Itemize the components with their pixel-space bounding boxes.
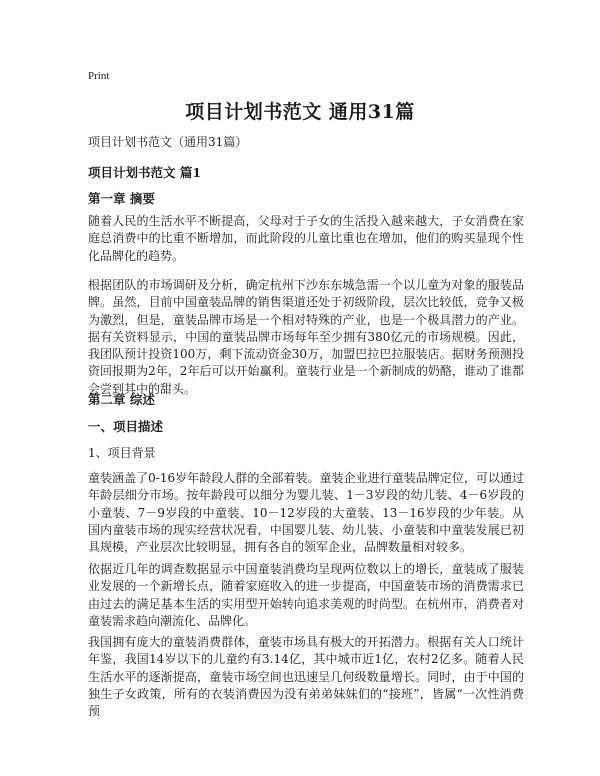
- project-background-heading: 1、项目背景: [88, 446, 156, 460]
- background-paragraph-1: 童装涵盖了0-16岁年龄段人群的全部着装。童装企业进行童装品牌定位，可以通过年龄层细分市场。按年龄段可以细分为婴儿装、1－3岁段的幼儿装、4－6岁段的小童装、7－9岁段的中童装、10－12岁段的大童装、13－16岁段的少年装。从国内童装市场的现实经营状况看，中国婴儿装、幼儿装、小童装和中童装发展已初具规模，产业层次比较明显，拥有各自的领军企业，品牌数量相对较多。: [88, 471, 524, 555]
- print-link[interactable]: Print: [88, 70, 110, 82]
- summary-paragraph-2: 根据团队的市场调研及分析，确定杭州下沙东东城急需一个以儿童为对象的服装品牌。虽然，目前中国童装品牌的销售渠道还处于初级阶段，层次比较低，竞争又极为激烈，但是，童装品牌市场是一个相对特殊的产业，也是一个极具潜力的产业。据有关资料显示，中国的童装品牌市场每年至少拥有380亿元的市场规模。因此，我团队预计投资100万，剩下流动资金30万，加盟巴拉巴拉服装店。据财务预测投资回报期为2年，2年后可以开始赢利。童装行业是一个新制成的奶酪，谁动了谁都会尝到其中的甜头。: [88, 278, 524, 396]
- document-title: 项目计划书范文 通用31篇: [185, 101, 415, 123]
- document-subtitle: 项目计划书范文（通用31篇）: [88, 135, 248, 149]
- background-paragraph-2: 依据近几年的调查数据显示中国童装消费均呈现两位数以上的增长，童装成了服装业发展的一个新增长点，随着家庭收入的进一步提高，中国童装市场的消费需求已由过去的满足基本生活的实用型开始转向追求美观的时尚型。在杭州市，消费者对童装需求趋向潮流化、品牌化。: [88, 562, 524, 628]
- section-heading: 项目计划书范文 篇1: [88, 165, 202, 180]
- background-paragraph-3: 我国拥有庞大的童装消费群体，童装市场具有极大的开拓潜力。根据有关人口统计年鉴，我国14岁以下的儿童约有3.14亿，其中城市近1亿，农村2亿多。随着人民生活水平的逐渐提高，童装市场空间也迅速呈几何级数量增长。同时，由于中国的独生子女政策，所有的衣装消费因为没有弟弟妹妹们的“接班”，皆属“一次性消费预: [88, 635, 524, 719]
- summary-paragraph-1: 随着人民的生活水平不断提高，父母对于子女的生活投入越来越大，子女消费在家庭总消费中的比重不断增加，而此阶段的儿童比重也在增加，他们的购买显现个性化品牌化的趋势。: [88, 214, 524, 263]
- chapter-one-heading: 第一章 摘要: [88, 191, 155, 206]
- project-description-heading: 一、项目描述: [88, 419, 164, 434]
- chapter-two-heading: 第二章 综述: [88, 392, 155, 407]
